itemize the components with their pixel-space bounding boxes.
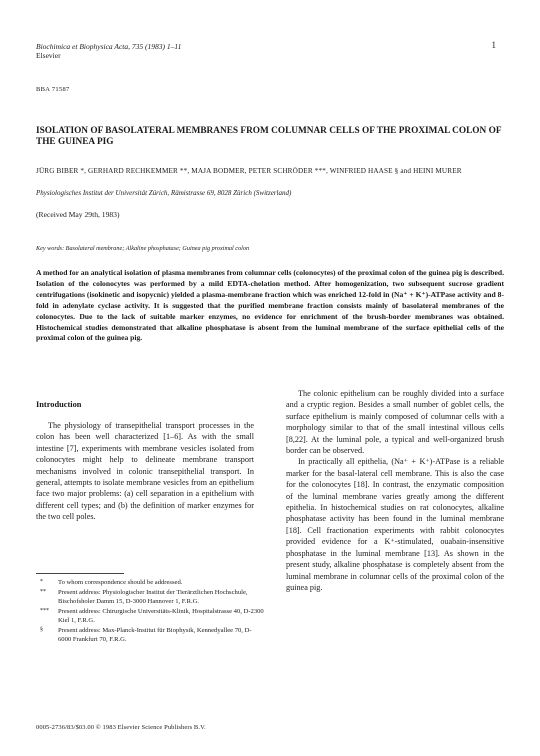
footnote-mark: §	[40, 626, 43, 633]
article-code: BBA 71587	[36, 86, 70, 93]
footnote	[36, 588, 264, 606]
footnote-text: Present address: Max-Planck-Institut für Biophysik, Kennedyallee 70, D-6000 Frankfurt 70, F.R.G.	[58, 626, 252, 643]
footnote-text: Present address: Chirurgische Universitäts-Klinik, Hospitalstrasse 40, D-2300 Kiel 1, F.R.G.	[58, 607, 264, 624]
body-paragraph-2: In practically all epithelia, (Na⁺ + K⁺)-ATPase is a reliable marker for the basal-lateral cell membrane. This is also the case for the colonocytes [18]. In contrast, the enzymatic composition of the luminal membrane varies greatly among the different epithelia. In histochemical studies on rat colonocytes, alkaline phosphatase activity has been found in the luminal membrane [18]. Cell fractionation experiments with rabbit colonocytes provided evidence for a K⁺-stimulated, ouabain-insensitive phosphatase in the luminal membrane [13]. As shown in the present study, alkaline phosphatase is completely absent from the luminal membrane in columnar cells of the proximal colon of the guinea pig.	[286, 457, 504, 592]
copyright-line: 0005-2736/83/$03.00 © 1983 Elsevier Science Publishers B.V.	[36, 724, 206, 731]
page-number: 1	[491, 40, 496, 50]
footnotes	[36, 578, 264, 644]
keywords: Key words: Basolateral membrane; Alkaline phosphatase; Guinea pig proximal colon	[36, 245, 250, 252]
footnote	[36, 607, 264, 625]
footnote-text: To whom correspondence should be addressed.	[58, 579, 183, 586]
journal-header	[36, 42, 181, 60]
affiliation: Physiologisches Institut der Universität Zürich, Rämistrasse 69, 8028 Zürich (Switzerland)	[36, 189, 292, 197]
body-paragraph-1: The colonic epithelium can be roughly divided into a surface and a cryptic region. Besides a small number of goblet cells, the surface epithelium is mainly composed of columnar cells with a morphology similar to that of the small intestinal villous cells [8,22]. At the luminal pole, a typical and well-organized brush border can be observed.	[286, 389, 504, 456]
footnote-mark: ***	[40, 607, 49, 614]
journal-citation: Biochimica et Biophysica Acta, 735 (1983) 1–11	[36, 42, 182, 51]
left-column	[36, 420, 254, 523]
footnote-text: Present address: Physiologischer Institut der Tierärztlichen Hochschule, Bischofsholer Damm 15, D-3000 Hannover 1, F.R.G.	[58, 588, 248, 605]
received-date: (Received May 29th, 1983)	[36, 210, 120, 219]
footnote-divider	[36, 573, 124, 574]
footnote-mark: *	[40, 579, 43, 585]
abstract: A method for an analytical isolation of plasma membranes from columnar cells (colonocytes) of the proximal colon of the guinea pig is described. Isolation of the colonocytes was performed by a mild EDTA-chelation method. After homogenization, two subsequent sucrose gradient centrifugations (isokinetic and isopycnic) yielded a plasma-membrane fraction which was enriched 12-fold in (Na⁺ + K⁺)-ATPase activity and 8-fold in adenylate cyclase activity. It is suggested that the purified membrane fraction consists mainly of basolateral membranes of the colonocytes. Due to the lack of suitable marker enzymes, no evidence for enrichment of the brush-border membranes was obtained. Histochemical studies demonstrated that alkaline phosphatase is absent from the luminal membrane of the surface epithelial cells of the proximal colon of the guinea pig.	[36, 268, 504, 343]
journal-publisher: Elsevier	[36, 51, 61, 60]
intro-paragraph-1: The physiology of transepithelial transport processes in the colon has been well characterized [1–6]. As with the small intestine [7], experiments with membrane vesicles isolated from colonocytes might help to delineate membrane transport mechanisms involved in colonic transepithelial transport. In general, attempts to isolate membrane vesicles from an epithelium face two major problems: (a) cell separation in a epithelium with different cell types; and (b) the definition of marker enzymes for the two cell poles.	[36, 421, 254, 522]
footnote	[36, 578, 264, 587]
author-list: JÜRG BIBER *, GERHARD RECHKEMMER **, MAJA BODMER, PETER SCHRÖDER ***, WINFRIED HAASE § and HEINI MURER	[36, 167, 462, 175]
footnote	[36, 626, 264, 644]
section-heading-introduction: Introduction	[36, 400, 82, 409]
footnote-mark: **	[40, 588, 46, 595]
right-column	[286, 388, 504, 593]
article-title: ISOLATION OF BASOLATERAL MEMBRANES FROM COLUMNAR CELLS OF THE PROXIMAL COLON OF THE GUINEA PIG	[36, 126, 502, 147]
